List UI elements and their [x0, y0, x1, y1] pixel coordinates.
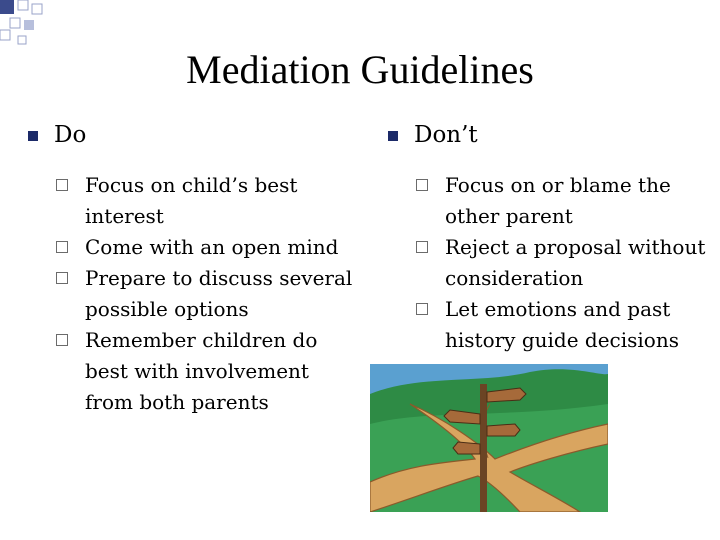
- crossroads-signpost-clipart: [370, 364, 608, 512]
- do-item: [56, 232, 363, 263]
- checkbox-bullet-icon: [56, 334, 68, 346]
- corner-decoration: [0, 0, 60, 50]
- dont-heading-row: [388, 118, 720, 152]
- square-bullet-icon: [388, 131, 398, 141]
- do-heading-row: [28, 118, 363, 152]
- do-item: [56, 263, 363, 325]
- do-item-text: Come with an open mind: [85, 235, 339, 259]
- do-list: [28, 170, 363, 418]
- do-column: [28, 118, 363, 418]
- dont-item-text: Focus on or blame the other parent: [445, 173, 671, 228]
- dont-item: [416, 232, 720, 294]
- checkbox-bullet-icon: [56, 179, 68, 191]
- dont-list: [388, 170, 720, 356]
- checkbox-bullet-icon: [416, 241, 428, 253]
- dont-item: [416, 294, 720, 356]
- dont-item-text: Reject a proposal without consideration: [445, 235, 706, 290]
- dont-heading: Don’t: [414, 122, 478, 148]
- checkbox-bullet-icon: [416, 303, 428, 315]
- do-item-text: Focus on child’s best interest: [85, 173, 298, 228]
- checkbox-bullet-icon: [56, 241, 68, 253]
- dont-item-text: Let emotions and past history guide decisions: [445, 297, 679, 352]
- dont-item: [416, 170, 720, 232]
- checkbox-bullet-icon: [56, 272, 68, 284]
- square-bullet-icon: [28, 131, 38, 141]
- checkbox-bullet-icon: [416, 179, 428, 191]
- do-item: [56, 325, 363, 418]
- do-item-text: Prepare to discuss several possible options: [85, 266, 353, 321]
- dont-column: [388, 118, 720, 356]
- slide-title: Mediation Guidelines: [186, 47, 534, 92]
- do-item-text: Remember children do best with involvement from both parents: [85, 328, 318, 414]
- do-heading: Do: [54, 122, 87, 148]
- do-item: [56, 170, 363, 232]
